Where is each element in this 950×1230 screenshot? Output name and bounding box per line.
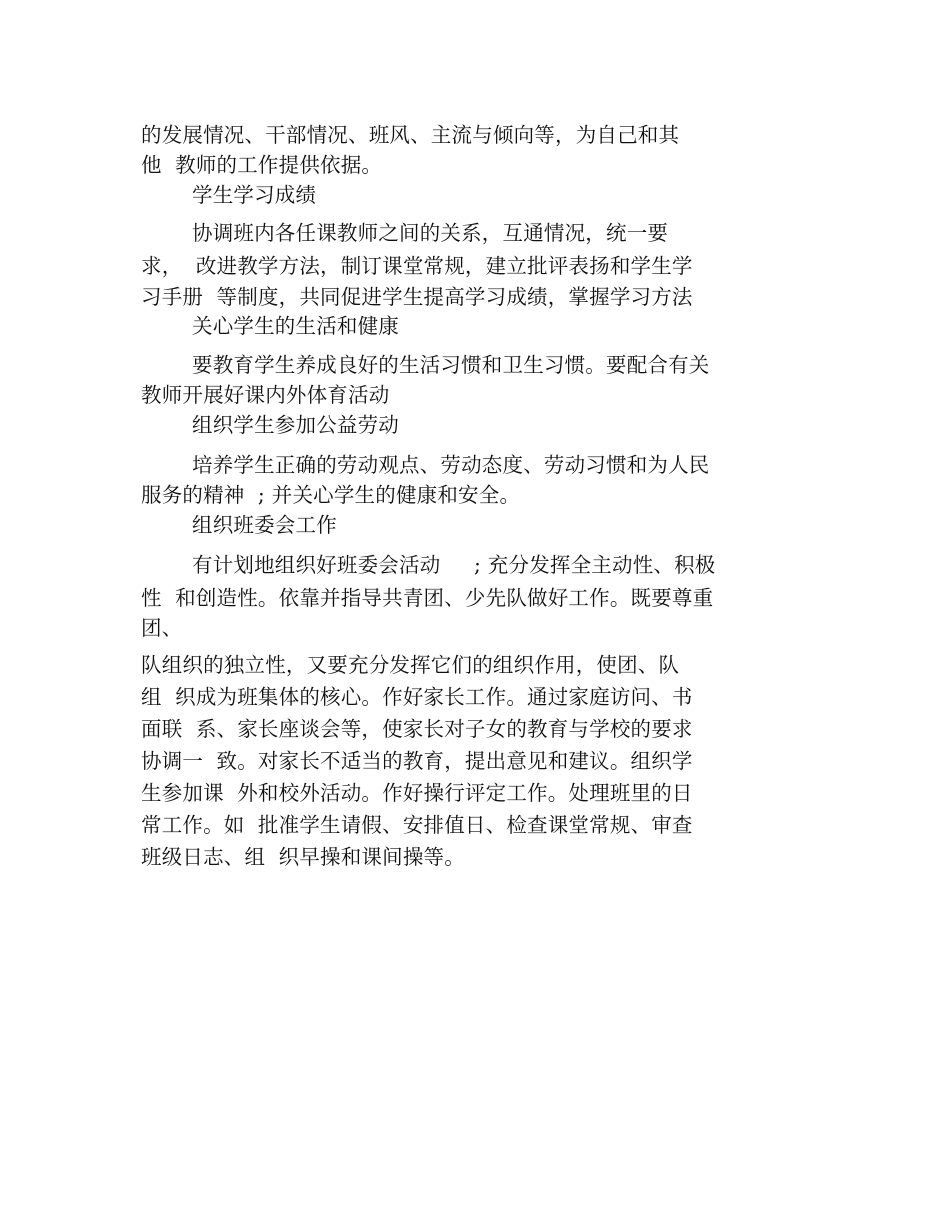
text-line: 团、 (141, 616, 183, 640)
text-line: 求， 改进教学方法，制订课堂常规，建立批评表扬和学生学 (141, 254, 693, 278)
text-line: 常工作。如 批准学生请假、安排值日、检查课堂常规、审查 (141, 813, 693, 837)
text-line: 协调班内各任课教师之间的关系，互通情况，统一要 (192, 221, 669, 245)
text-line: 他 教师的工作提供依据。 (141, 153, 383, 177)
section-heading: 组织学生参加公益劳动 (192, 413, 399, 437)
section-heading: 学生学习成绩 (192, 183, 317, 207)
text-line: 组 织成为班集体的核心。作好家长工作。通过家庭访问、书 (141, 685, 693, 709)
text-line: 服务的精神 ; 并关心学生的健康和安全。 (141, 483, 521, 507)
text-line: 队组织的独立性，又要充分发挥它们的组织作用，使团、队 (141, 653, 680, 677)
section-heading: 关心学生的生活和健康 (192, 314, 399, 338)
text-line: 班级日志、组 织早操和课间操等。 (141, 845, 465, 869)
text-line: 要教育学生养成良好的生活习惯和卫生习惯。要配合有关 (192, 353, 710, 377)
section-heading: 组织班委会工作 (192, 513, 337, 537)
text-line: 性 和创造性。依靠并指导共青团、少先队做好工作。既要尊重 (141, 586, 714, 610)
text-line: 习手册 等制度，共同促进学生提高学习成绩，掌握学习方法 (141, 285, 693, 309)
text-line: 面联 系、家长座谈会等，使家长对子女的教育与学校的要求 (141, 717, 693, 741)
text-line: 协调一 致。对家长不适当的教育，提出意见和建议。组织学 (141, 749, 693, 773)
text-line: 培养学生正确的劳动观点、劳动态度、劳动习惯和为人民 (192, 453, 710, 477)
text-line: 教师开展好课内外体育活动 (141, 383, 390, 407)
text-line: 生参加课 外和校外活动。作好操行评定工作。处理班里的日 (141, 781, 693, 805)
text-line: 的发展情况、干部情况、班风、主流与倾向等，为自己和其 (141, 123, 680, 147)
text-line: 有计划地组织好班委会活动 ; 充分发挥全主动性、积极 (192, 553, 716, 577)
